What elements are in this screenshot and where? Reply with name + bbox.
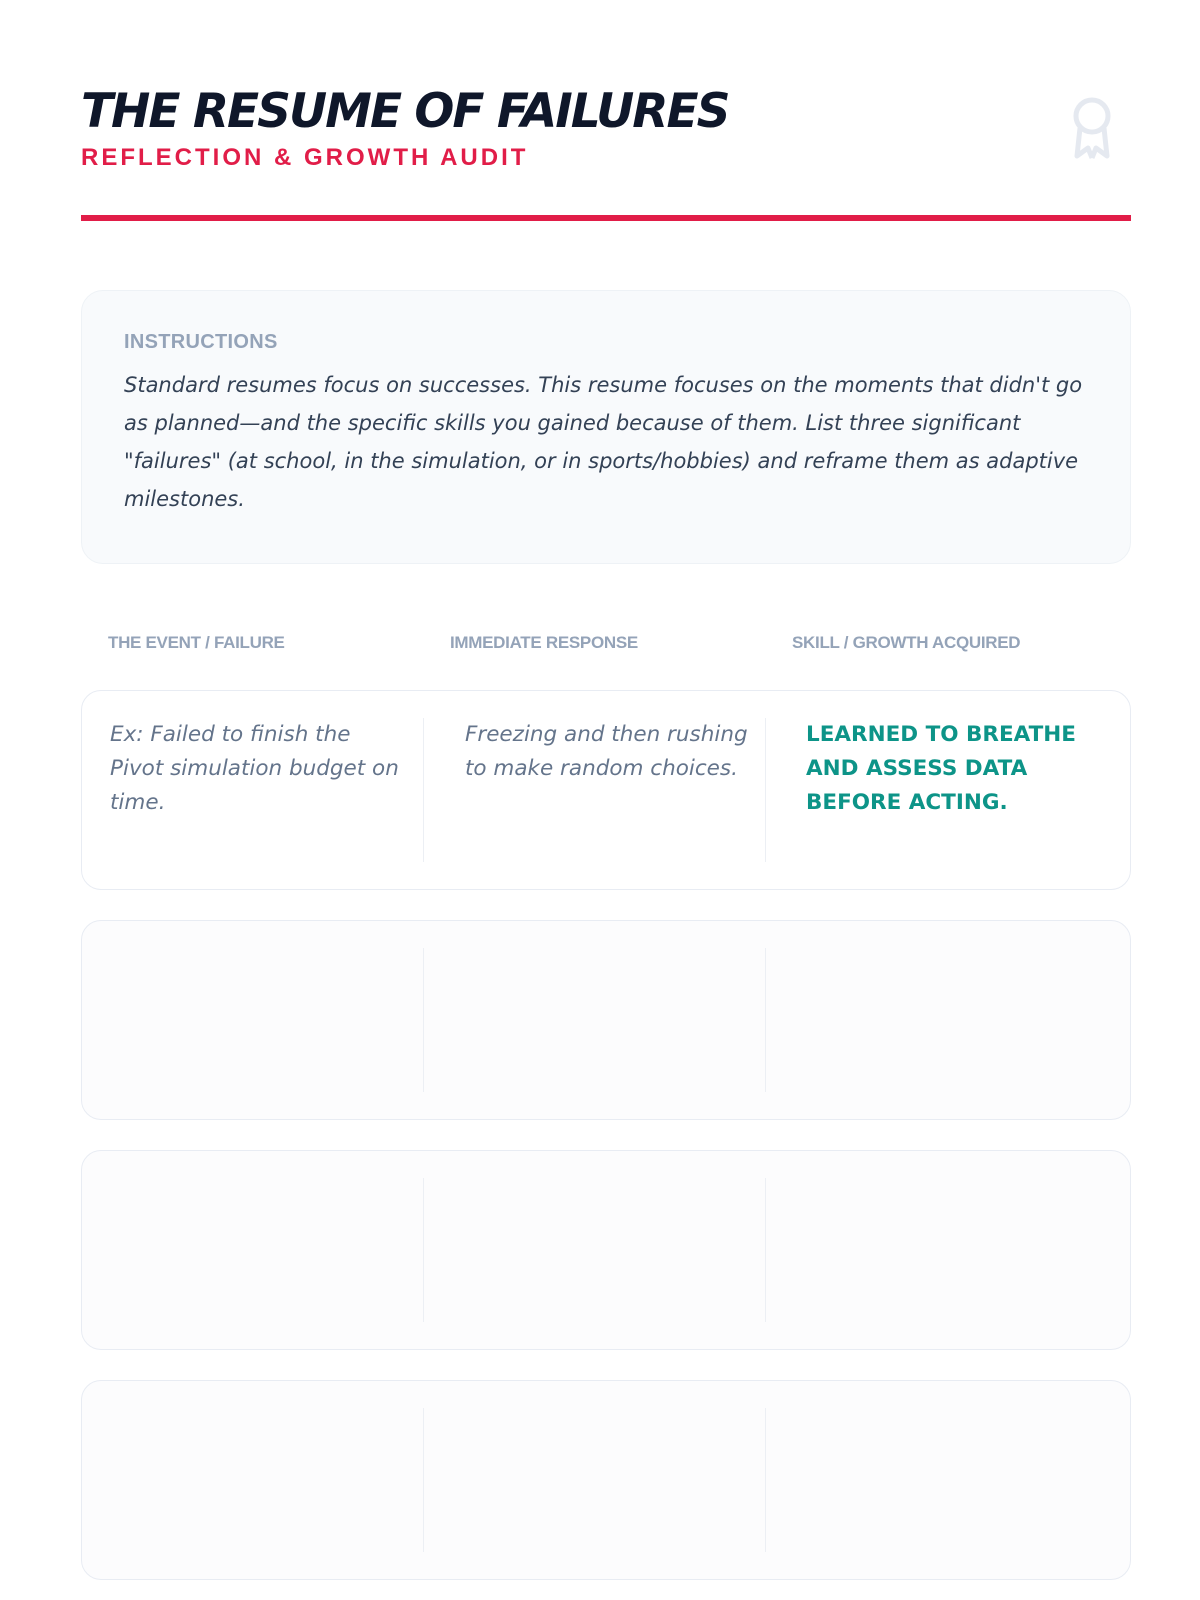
cell-divider: [423, 1178, 424, 1322]
cell-divider: [423, 948, 424, 1092]
cell-divider: [423, 718, 424, 862]
cell-divider: [765, 948, 766, 1092]
example-row: [81, 690, 1131, 890]
column-header-event: THE EVENT / FAILURE: [108, 633, 285, 652]
cell-divider: [765, 718, 766, 862]
entry-row-2: [81, 1150, 1131, 1350]
instructions-box: [81, 290, 1131, 564]
award-ribbon-icon: [1070, 96, 1114, 162]
page-subtitle: REFLECTION & GROWTH AUDIT: [81, 144, 529, 171]
instructions-text: Standard resumes focus on successes. This resume focuses on the moments that didn't go as planned—and the specific skills you gained because of them. List three significant "failures" (at school, in the simulation, or in sports/hobbies) and reframe them as adaptive milestones.: [124, 373, 1083, 511]
page-title: THE RESUME OF FAILURES: [81, 84, 729, 139]
column-header-response: IMMEDIATE RESPONSE: [450, 633, 638, 652]
cell-divider: [423, 1408, 424, 1552]
entry-row-1: [81, 920, 1131, 1120]
column-header-skill: SKILL / GROWTH ACQUIRED: [792, 633, 1021, 652]
instructions-heading: INSTRUCTIONS: [124, 331, 278, 353]
header: [81, 84, 1131, 172]
column-headers: [81, 633, 1131, 659]
event-cell: Ex: Failed to finish the Pivot simulation budget on time.: [110, 722, 399, 815]
header-divider: [81, 215, 1131, 221]
entry-row-3: [81, 1380, 1131, 1580]
cell-divider: [765, 1408, 766, 1552]
response-cell: Freezing and then rushing to make random choices.: [465, 722, 748, 781]
cell-divider: [765, 1178, 766, 1322]
skill-cell: LEARNED TO BREATHE AND ASSESS DATA BEFORE ACTING.: [806, 722, 1076, 815]
